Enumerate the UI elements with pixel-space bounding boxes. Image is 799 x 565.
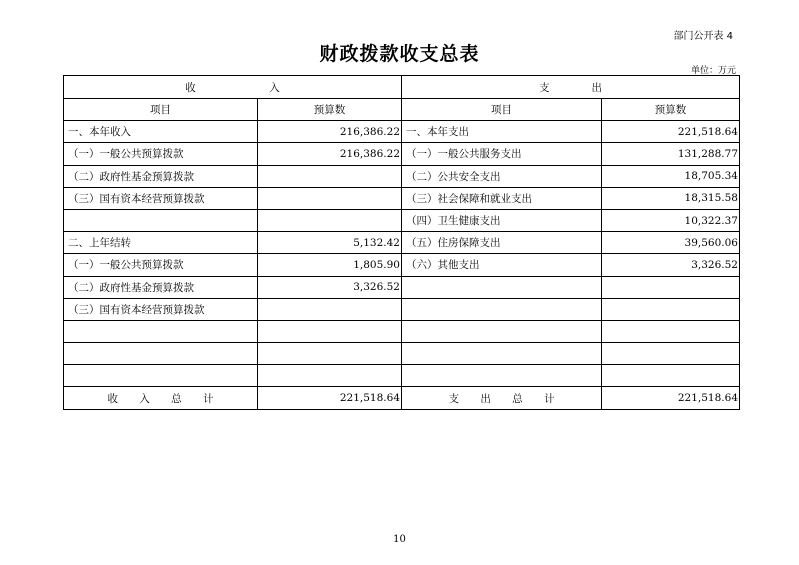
table-row (64, 187, 740, 209)
page-number: 10 (393, 534, 406, 545)
income-item-cell: 一、本年收入 (64, 121, 258, 143)
expense-item-cell (402, 343, 602, 365)
expense-amount-cell (602, 320, 740, 342)
table-row (64, 165, 740, 187)
expense-section-header: 支 出 (402, 76, 740, 99)
expense-amount-header: 预算数 (602, 99, 740, 121)
table-row (64, 209, 740, 231)
expense-amount-cell: 131,288.77 (602, 143, 740, 165)
expense-amount-cell: 10,322.37 (602, 209, 740, 231)
table-row (64, 276, 740, 298)
income-item-cell (64, 320, 258, 342)
income-item-cell: （一）一般公共预算拨款 (64, 254, 258, 276)
income-amount-cell: 216,386.22 (258, 143, 402, 165)
expense-amount-cell (602, 343, 740, 365)
income-item-cell (64, 365, 258, 387)
income-amount-cell (258, 165, 402, 187)
income-amount-header: 预算数 (258, 99, 402, 121)
expense-item-cell: （四）卫生健康支出 (402, 209, 602, 231)
income-item-cell: （一）一般公共预算拨款 (64, 143, 258, 165)
expense-item-cell (402, 365, 602, 387)
expense-total-amount: 221,518.64 (602, 387, 740, 410)
income-amount-cell: 216,386.22 (258, 121, 402, 143)
income-total-label: 收 入 总 计 (64, 387, 258, 410)
expense-amount-cell: 18,705.34 (602, 165, 740, 187)
income-amount-cell: 1,805.90 (258, 254, 402, 276)
income-item-cell (64, 343, 258, 365)
income-amount-cell (258, 365, 402, 387)
table-row (64, 232, 740, 254)
income-amount-cell (258, 343, 402, 365)
expense-item-header: 项目 (402, 99, 602, 121)
expense-item-cell: （一）一般公共服务支出 (402, 143, 602, 165)
section-header-row (64, 76, 740, 99)
expense-amount-cell (602, 276, 740, 298)
income-item-cell: （三）国有资本经营预算拨款 (64, 187, 258, 209)
column-header-row (64, 99, 740, 121)
expense-amount-cell: 39,560.06 (602, 232, 740, 254)
income-item-cell: 二、上年结转 (64, 232, 258, 254)
budget-table (63, 75, 740, 410)
income-section-header: 收 入 (64, 76, 402, 99)
expense-amount-cell: 3,326.52 (602, 254, 740, 276)
income-item-cell: （三）国有资本经营预算拨款 (64, 298, 258, 320)
income-amount-cell: 5,132.42 (258, 232, 402, 254)
income-amount-cell (258, 320, 402, 342)
income-item-cell: （二）政府性基金预算拨款 (64, 276, 258, 298)
page-title: 财政拨款收支总表 (319, 43, 480, 65)
expense-amount-cell: 18,315.58 (602, 187, 740, 209)
expense-item-cell: （二）公共安全支出 (402, 165, 602, 187)
expense-item-cell (402, 320, 602, 342)
table-row (64, 254, 740, 276)
unit-label: 单位：万元 (690, 66, 736, 76)
income-item-cell: （二）政府性基金预算拨款 (64, 165, 258, 187)
income-item-header: 项目 (64, 99, 258, 121)
income-amount-cell (258, 187, 402, 209)
income-total-amount: 221,518.64 (258, 387, 402, 410)
expense-item-cell (402, 298, 602, 320)
expense-total-label: 支 出 总 计 (402, 387, 602, 410)
income-amount-cell: 3,326.52 (258, 276, 402, 298)
table-row (64, 298, 740, 320)
expense-amount-cell (602, 298, 740, 320)
expense-item-cell: 一、本年支出 (402, 121, 602, 143)
table-row (64, 121, 740, 143)
expense-item-cell (402, 276, 602, 298)
table-row (64, 143, 740, 165)
income-item-cell (64, 209, 258, 231)
income-amount-cell (258, 298, 402, 320)
table-row (64, 320, 740, 342)
expense-item-cell: （三）社会保障和就业支出 (402, 187, 602, 209)
expense-item-cell: （五）住房保障支出 (402, 232, 602, 254)
income-amount-cell (258, 209, 402, 231)
table-row (64, 365, 740, 387)
table-row (64, 343, 740, 365)
expense-amount-cell (602, 365, 740, 387)
form-number: 部门公开表 4 (673, 31, 733, 42)
expense-amount-cell: 221,518.64 (602, 121, 740, 143)
expense-item-cell: （六）其他支出 (402, 254, 602, 276)
totals-row (64, 387, 740, 410)
